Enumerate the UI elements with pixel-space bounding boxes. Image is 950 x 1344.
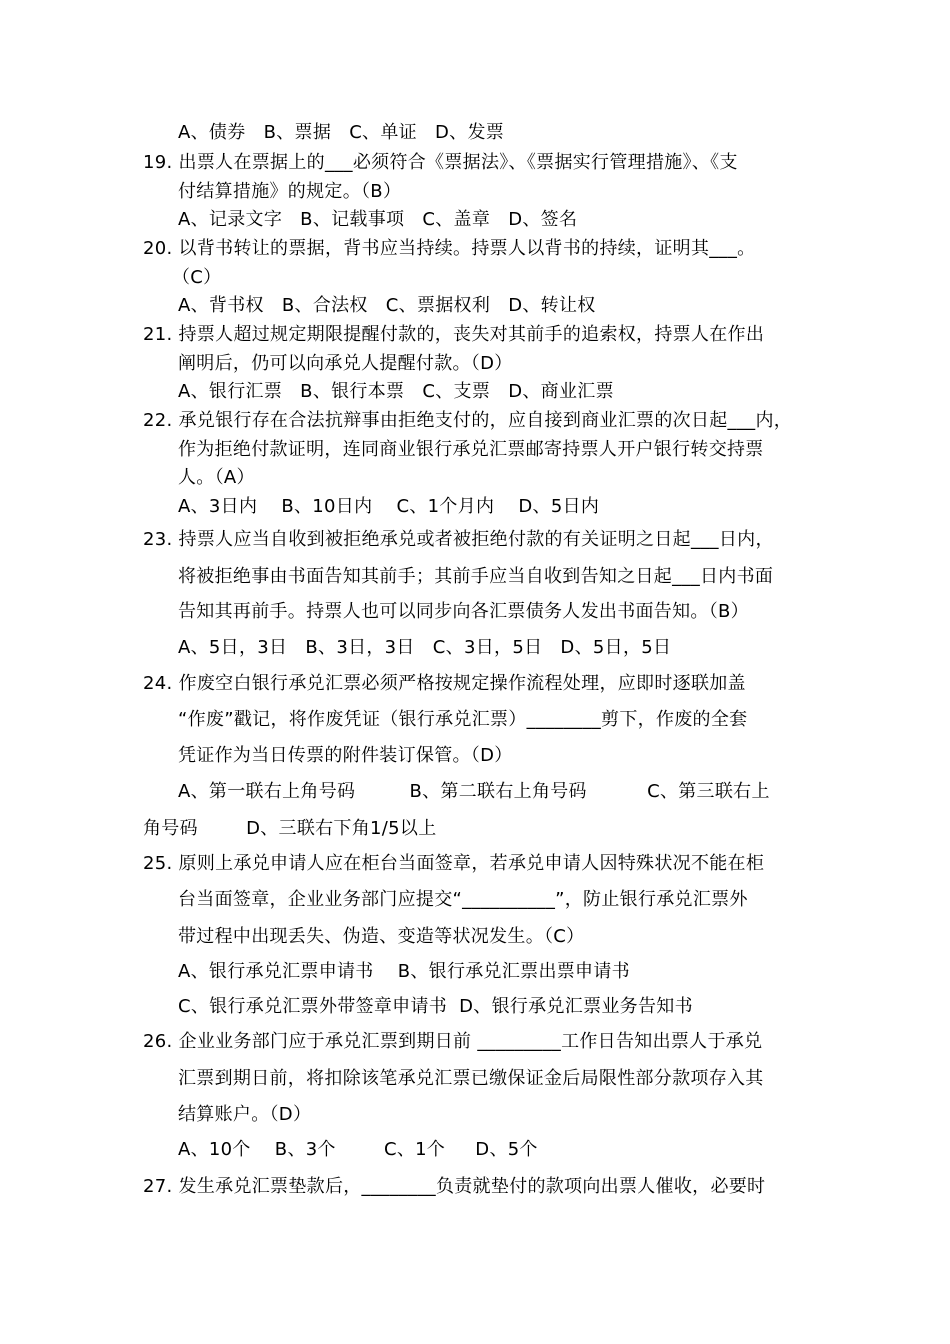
q25-options: A、银行承兑汇票申请书 B、银行承兑汇票出票申请书 (178, 961, 630, 982)
q18-options: A、债券 B、票据 C、单证 D、发票 (178, 122, 505, 143)
q20-answer: （C） (172, 267, 222, 288)
q24-text-cont: “作废”戳记，将作废凭证（银行承兑汇票）________剪下，作废的全套 (178, 709, 748, 730)
q25-text: 25. 原则上承兑申请人应在柜台当面签章，若承兑申请人因特殊状况不能在柜 (143, 853, 765, 874)
q25-text-cont2: 带过程中出现丢失、伪造、变造等状况发生。（C） (178, 926, 585, 947)
q19-options: A、记录文字 B、记载事项 C、盖章 D、签名 (178, 209, 578, 230)
q26-options: A、10个 B、3个 C、1个 D、5个 (178, 1139, 538, 1160)
q21-text: 21. 持票人超过规定期限提醒付款的，丧失对其前手的追索权，持票人在作出 (143, 324, 765, 345)
q23-text: 23. 持票人应当自收到被拒绝承兑或者被拒绝付款的有关证明之日起___日内， (143, 529, 774, 550)
q22-text-cont2: 人。（A） (178, 467, 255, 488)
q27-text: 27. 发生承兑汇票垫款后，________负责就垫付的款项向出票人催收，必要时 (143, 1176, 766, 1197)
q20-text: 20. 以背书转让的票据，背书应当持续。持票人以背书的持续，证明其___。 (143, 238, 756, 259)
q22-text-cont: 作为拒绝付款证明，连同商业银行承兑汇票邮寄持票人开户银行转交持票 (178, 439, 764, 460)
q24-text: 24. 作废空白银行承兑汇票必须严格按规定操作流程处理，应即时逐联加盖 (143, 673, 746, 694)
q26-text: 26. 企业业务部门应于承兑汇票到期日前 _________工作日告知出票人于承兑 (143, 1031, 763, 1052)
q23-text-cont2: 告知其再前手。持票人也可以同步向各汇票债务人发出书面告知。（B） (178, 601, 749, 622)
q20-options: A、背书权 B、合法权 C、票据权利 D、转让权 (178, 295, 596, 316)
q19-text-cont: 付结算措施》的规定。（B） (178, 181, 402, 202)
q25-options-cont: C、银行承兑汇票外带签章申请书 D、银行承兑汇票业务告知书 (178, 996, 693, 1017)
q26-text-cont2: 结算账户。（D） (178, 1104, 312, 1125)
q24-options: A、第一联右上角号码 B、第二联右上角号码 C、第三联右上 (178, 781, 770, 802)
q21-text-cont: 阐明后，仍可以向承兑人提醒付款。（D） (178, 353, 513, 374)
q25-text-cont: 台当面签章，企业业务部门应提交“__________”，防止银行承兑汇票外 (178, 889, 748, 910)
q24-text-cont2: 凭证作为当日传票的附件装订保管。（D） (178, 745, 513, 766)
q22-text: 22. 承兑银行存在合法抗辩事由拒绝支付的，应自接到商业汇票的次日起___内， (143, 410, 793, 431)
q22-options: A、3日内 B、10日内 C、1个月内 D、5日内 (178, 496, 600, 517)
q24-options-cont: 角号码 D、三联右下角1/5以上 (143, 818, 437, 839)
q21-options: A、银行汇票 B、银行本票 C、支票 D、商业汇票 (178, 381, 614, 402)
q23-text-cont: 将被拒绝事由书面告知其前手；其前手应当自收到告知之日起___日内书面 (178, 566, 774, 587)
q19-text: 19. 出票人在票据上的___必须符合《票据法》、《票据实行管理措施》、《支 (143, 152, 738, 173)
q26-text-cont: 汇票到期日前，将扣除该笔承兑汇票已缴保证金后局限性部分款项存入其 (178, 1068, 764, 1089)
q23-options: A、5日，3日 B、3日，3日 C、3日，5日 D、5日，5日 (178, 637, 672, 658)
